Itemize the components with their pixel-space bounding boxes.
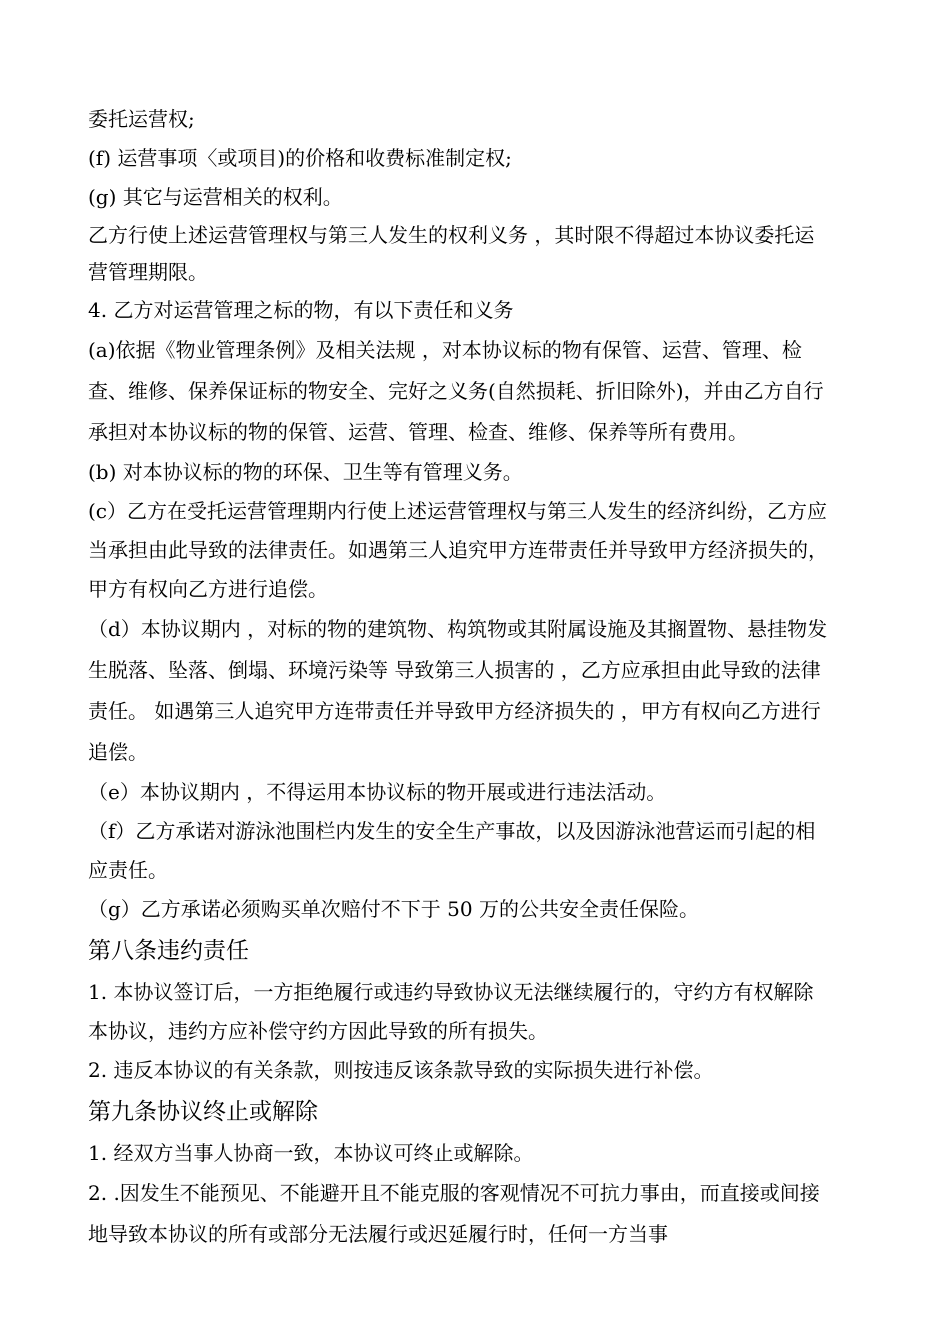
- paragraph-rights-term-limit: 乙方行使上述运营管理权与第三人发生的权利义务 ，其时限不得超过本协议委托运营管理期限。: [88, 223, 815, 284]
- paragraph-entrusted-right: 委托运营权;: [88, 107, 195, 131]
- duty-e-no-illegal-use: （e）本协议期内 ，不得运用本协议标的物开展或进行违法活动。: [88, 780, 667, 804]
- duty-a-maintenance: (a)依据《物业管理条例》及相关法规 ，对本协议标的物有保管、运营、管理、检 查、维修、保养保证标的物安全、完好之义务(自然损耗、折旧除外)，并由乙方自行承担对本协议标的物的保管、运营、管理、检查、维修、保养等所有费用。: [88, 338, 824, 444]
- duty-d-third-party-damage: （d）本协议期内 ，对标的物的建筑物、构筑物或其附属设施及其搁置物、悬挂物发生脱落、坠落、倒塌、环境污染等 导致第三人损害的 ，乙方应承担由此导致的法律责任。 如遇第三人追究甲方连带责任并导致甲方经济损失的 ，甲方有权向乙方进行追偿。: [88, 617, 828, 764]
- section-9-heading: 第九条协议终止或解除: [88, 1099, 318, 1125]
- section-8-heading: 第八条违约责任: [88, 938, 249, 964]
- duty-b-environment: (b) 对本协议标的物的环保、卫生等有管理义务。: [88, 460, 523, 484]
- document-page: [88, 100, 833, 1255]
- section-9-item-2: 2. .因发生不能预见、不能避开且不能克服的客观情况不可抗力事由，而直接或间接地导致本协议的所有或部分无法履行或迟延履行时，任何一方当事: [88, 1181, 820, 1246]
- item-4-responsibilities: 4. 乙方对运营管理之标的物，有以下责任和义务: [88, 298, 514, 322]
- section-8-item-2: 2. 违反本协议的有关条款，则按违反该条款导致的实际损失进行补偿。: [88, 1058, 714, 1082]
- section-8-item-1: 1. 本协议签订后，一方拒绝履行或违约导致协议无法继续履行的，守约方有权解除本协议，违约方应补偿守约方因此导致的所有损失。: [88, 980, 814, 1043]
- clause-g-other-rights: (g) 其它与运营相关的权利。: [88, 185, 343, 209]
- duty-g-insurance: （g）乙方承诺必须购买单次赔付不下于 50 万的公共安全责任保险。: [88, 897, 699, 921]
- duty-f-pool-safety: （f）乙方承诺对游泳池围栏内发生的安全生产事故，以及因游泳池营运而引起的相应责任。: [88, 819, 816, 882]
- clause-f-pricing-right: (f) 运营事项〈或项目)的价格和收费标准制定权;: [88, 146, 512, 170]
- duty-c-disputes: (c）乙方在受托运营管理期内行使上述运营管理权与第三人发生的经济纠纷，乙方应当承担由此导致的法律责任。如遇第三人追究甲方连带责任并导致甲方经济损失的，甲方有权向乙方进行追偿。: [88, 499, 828, 601]
- section-9-item-1: 1. 经双方当事人协商一致，本协议可终止或解除。: [88, 1141, 534, 1165]
